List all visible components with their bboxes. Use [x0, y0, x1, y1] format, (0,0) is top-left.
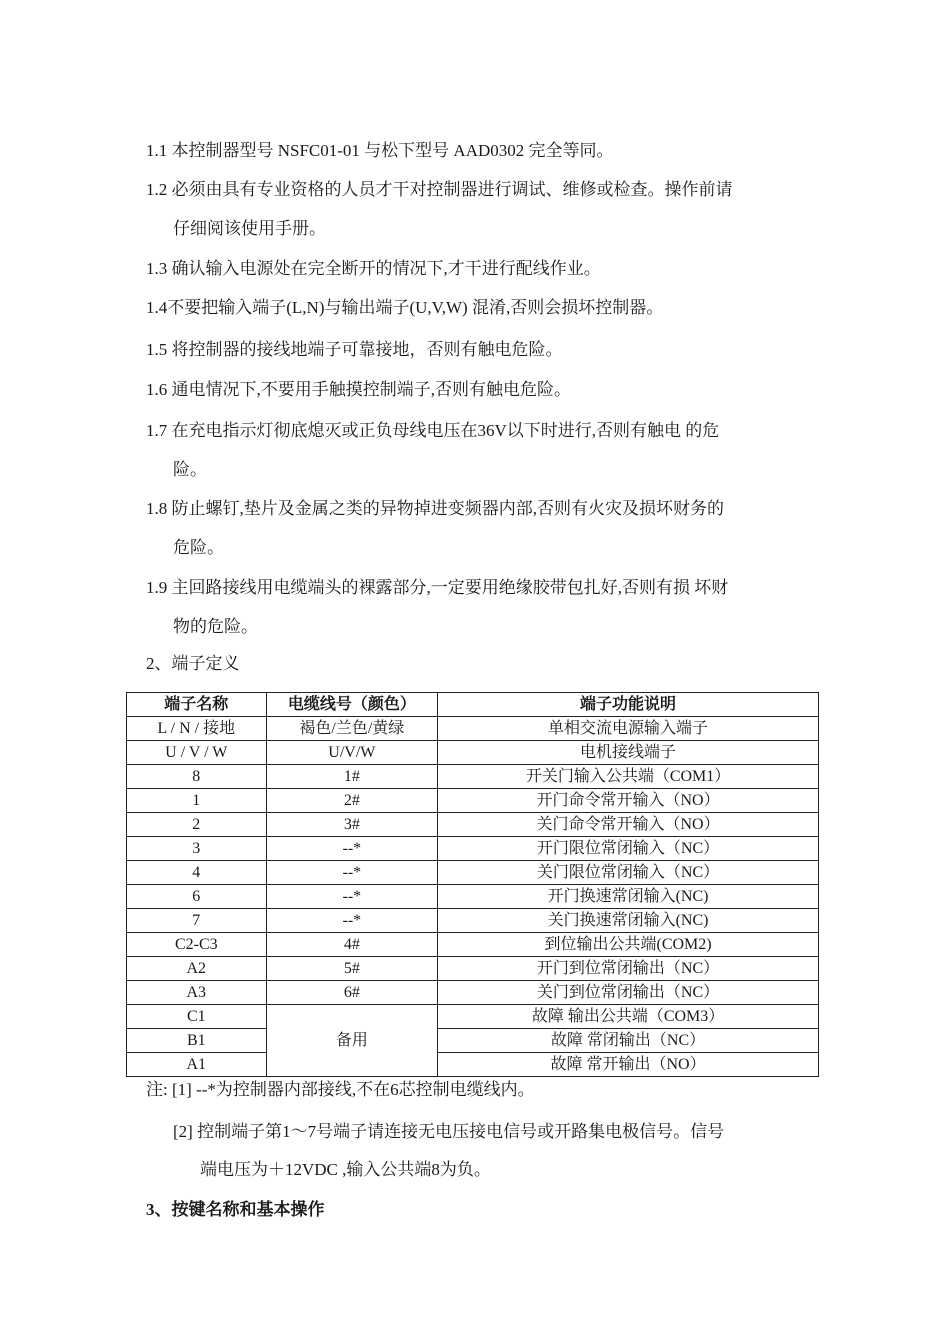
cell-cable: 5# [266, 957, 438, 981]
cell-name: A3 [127, 981, 267, 1005]
table-row [127, 885, 819, 909]
cell-function: 开门命令常开输入（NO） [438, 789, 819, 813]
cell-spare: 备用 [266, 1005, 438, 1077]
cell-name: A1 [127, 1053, 267, 1077]
table-row [127, 1005, 819, 1029]
section-3-title: 3、按键名称和基本操作 [146, 1200, 325, 1219]
item-1-6: 1.6 通电情况下,不要用手触摸控制端子,否则有触电危险。 [146, 380, 571, 399]
item-1-8-cont: 危险。 [173, 538, 224, 557]
cell-cable: 6# [266, 981, 438, 1005]
table-row [127, 933, 819, 957]
cell-name: B1 [127, 1029, 267, 1053]
table-row [127, 717, 819, 741]
section-2-title: 2、端子定义 [146, 654, 240, 673]
cell-name: 3 [127, 837, 267, 861]
table-row [127, 813, 819, 837]
cell-name: U / V / W [127, 741, 267, 765]
cell-name: L / N / 接地 [127, 717, 267, 741]
cell-function: 故障 常开输出（NO） [438, 1053, 819, 1077]
cell-function: 开门换速常闭输入(NC) [438, 885, 819, 909]
cell-function: 到位输出公共端(COM2) [438, 933, 819, 957]
cell-function: 故障 常闭输出（NC） [438, 1029, 819, 1053]
cell-name: 1 [127, 789, 267, 813]
cell-cable: 4# [266, 933, 438, 957]
cell-cable: --* [266, 861, 438, 885]
note-1: 注: [1] --*为控制器内部接线,不在6芯控制电缆线内。 [146, 1080, 535, 1099]
note-2: [2] 控制端子第1～7号端子请连接无电压接电信号或开路集电极信号。信号 [173, 1122, 725, 1141]
item-1-9: 1.9 主回路接线用电缆端头的裸露部分,一定要用绝缘胶带包扎好,否则有损 坏财 [146, 578, 729, 597]
cell-function: 关门限位常闭输入（NC） [438, 861, 819, 885]
header-cable-number: 电缆线号（颜色） [266, 693, 438, 717]
item-1-2: 1.2 必须由具有专业资格的人员才干对控制器进行调试、维修或检查。操作前请 [146, 180, 733, 199]
note-2-cont: 端电压为＋12VDC ,输入公共端8为负。 [200, 1160, 491, 1179]
table-row [127, 837, 819, 861]
item-1-4: 1.4不要把输入端子(L,N)与输出端子(U,V,W) 混淆,否则会损坏控制器。 [146, 298, 664, 317]
cell-function: 故障 输出公共端（COM3） [438, 1005, 819, 1029]
item-1-5: 1.5 将控制器的接线地端子可靠接地，否则有触电危险。 [146, 340, 563, 359]
item-1-7: 1.7 在充电指示灯彻底熄灭或正负母线电压在36V以下时进行,否则有触电 的危 [146, 421, 720, 440]
cell-cable: --* [266, 885, 438, 909]
item-1-9-cont: 物的危险。 [173, 617, 258, 636]
cell-function: 单相交流电源输入端子 [438, 717, 819, 741]
cell-function: 电机接线端子 [438, 741, 819, 765]
cell-name: 4 [127, 861, 267, 885]
item-1-2-cont: 仔细阅该使用手册。 [173, 219, 326, 238]
cell-cable: U/V/W [266, 741, 438, 765]
cell-name: C1 [127, 1005, 267, 1029]
table-row [127, 789, 819, 813]
cell-cable: 1# [266, 765, 438, 789]
table-row [127, 765, 819, 789]
table-row [127, 909, 819, 933]
item-1-8: 1.8 防止螺钉,垫片及金属之类的异物掉进变频器内部,否则有火灾及损坏财务的 [146, 499, 724, 518]
cell-cable: 3# [266, 813, 438, 837]
header-function: 端子功能说明 [438, 693, 819, 717]
cell-function: 关门命令常开输入（NO） [438, 813, 819, 837]
terminal-table [126, 692, 819, 1077]
cell-function: 开门限位常闭输入（NC） [438, 837, 819, 861]
item-1-7-cont: 险。 [173, 460, 207, 479]
item-1-3: 1.3 确认输入电源处在完全断开的情况下,才干进行配线作业。 [146, 259, 601, 278]
cell-cable: 褐色/兰色/黄绿 [266, 717, 438, 741]
cell-cable: --* [266, 909, 438, 933]
cell-name: 6 [127, 885, 267, 909]
table-row [127, 861, 819, 885]
cell-name: C2-C3 [127, 933, 267, 957]
table-header-row [127, 693, 819, 717]
cell-name: 7 [127, 909, 267, 933]
cell-name: 2 [127, 813, 267, 837]
cell-function: 开关门输入公共端（COM1） [438, 765, 819, 789]
table-row [127, 741, 819, 765]
table-row [127, 981, 819, 1005]
cell-name: A2 [127, 957, 267, 981]
cell-function: 关门到位常闭输出（NC） [438, 981, 819, 1005]
cell-function: 开门到位常闭输出（NC） [438, 957, 819, 981]
cell-name: 8 [127, 765, 267, 789]
table-row [127, 1053, 819, 1077]
cell-cable: 2# [266, 789, 438, 813]
table-row [127, 957, 819, 981]
header-terminal-name: 端子名称 [127, 693, 267, 717]
table-row [127, 1029, 819, 1053]
cell-function: 关门换速常闭输入(NC) [438, 909, 819, 933]
cell-cable: --* [266, 837, 438, 861]
item-1-1: 1.1 本控制器型号 NSFC01-01 与松下型号 AAD0302 完全等同。 [146, 141, 614, 160]
